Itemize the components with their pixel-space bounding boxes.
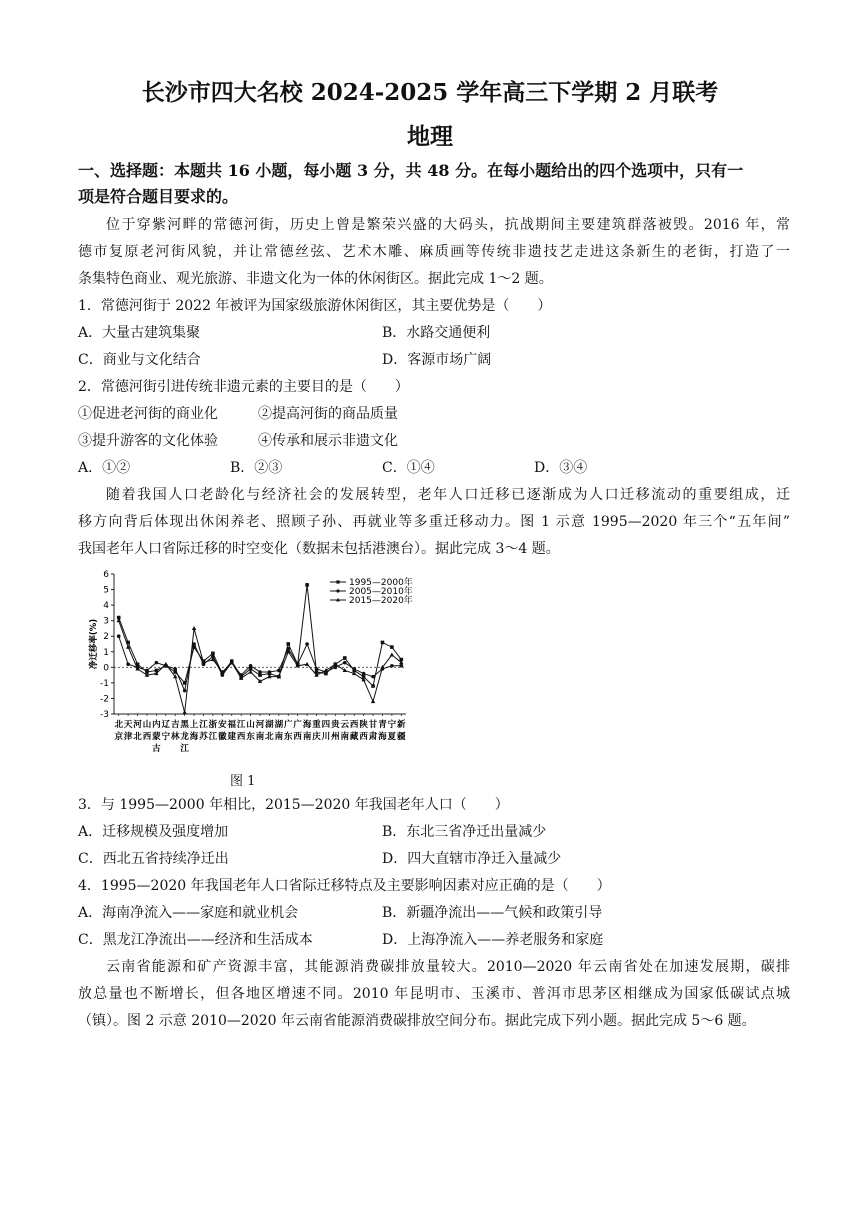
- x-tick-label-bottom: 夏: [387, 732, 397, 742]
- data-point: [221, 673, 225, 677]
- data-point: [173, 667, 177, 671]
- data-point: [352, 667, 356, 671]
- x-tick-label-bottom: 西: [142, 732, 152, 742]
- q1-option-a: A．大量古建筑集聚: [78, 325, 201, 341]
- x-tick-label-top: 黑: [180, 720, 189, 730]
- q4-stem: 4．1995—2020 年我国老年人口省际迁移特点及主要影响因素对应正确的是（ ）: [78, 878, 611, 894]
- data-point: [155, 661, 159, 665]
- x-tick-label-bottom: 北: [265, 732, 274, 742]
- data-point: [390, 652, 394, 656]
- x-tick-label-bottom: 南: [274, 732, 284, 742]
- q2-statement-2: ②提高河街的商品质量: [258, 406, 398, 422]
- x-tick-label-top: 甘: [368, 720, 378, 730]
- data-point: [371, 684, 375, 688]
- x-tick-label-top: 吉: [170, 720, 180, 730]
- data-point: [343, 656, 347, 660]
- q1-option-d: D．客源市场广阔: [382, 352, 492, 368]
- data-point: [145, 669, 149, 673]
- y-tick-label: 3: [103, 616, 109, 627]
- x-tick-label-bottom: 蒙: [152, 732, 161, 742]
- data-point: [249, 664, 253, 668]
- data-point: [183, 689, 187, 693]
- x-tick-label-top: 江: [199, 720, 208, 730]
- data-point: [334, 666, 338, 670]
- y-tick-label: -2: [100, 694, 109, 705]
- passage3-line3: （镇）。图 2 示意 2010—2020 年云南省能源消费碳排放空间分布。据此完成下列小题。据此完成 5～6 题。: [78, 1013, 756, 1029]
- data-point: [324, 668, 328, 672]
- x-tick-label-bottom: 建: [227, 732, 236, 742]
- passage3-line2: 放总量也不断增长，但各地区增速不同。2010 年昆明市、玉溪市、普洱市思茅区相继成为国家低碳试点城: [78, 986, 790, 1002]
- legend-marker: [336, 580, 339, 583]
- x-tick-label-bottom: 林: [170, 732, 180, 742]
- data-point: [343, 668, 347, 672]
- passage2-line2: 移方向背后体现出休闲养老、照顾子孙、再就业等多重迁移动力。图 1 示意 1995—2020 年三个“五年间”: [78, 514, 790, 530]
- q2-option-b: B．②③: [230, 460, 283, 476]
- q4-option-d: D．上海净流入——养老服务和家庭: [382, 932, 604, 948]
- x-tick-label-third: 古: [152, 744, 161, 754]
- x-tick-label-top: 青: [378, 720, 387, 730]
- legend-marker: [336, 589, 339, 592]
- data-point: [126, 662, 130, 666]
- exam-title: 长沙市四大名校 2024-2025 学年高三下学期 2 月联考: [141, 79, 719, 106]
- q2-statement-3: ③提升游客的文化体验: [78, 433, 218, 449]
- x-tick-label-bottom: 东: [284, 732, 293, 742]
- data-point: [390, 664, 394, 668]
- x-tick-label-bottom: 海: [189, 732, 199, 742]
- q1-option-b: B．水路交通便利: [382, 325, 491, 341]
- passage1-line3: 条集特色商业、观光旅游、非遗文化为一体的休闲街区。据此完成 1～2 题。: [78, 271, 553, 287]
- data-point: [164, 662, 168, 666]
- x-tick-label-bottom: 津: [123, 732, 133, 742]
- q2-option-a: A．①②: [78, 460, 131, 476]
- y-tick-label: -1: [100, 678, 109, 689]
- x-tick-label-bottom: 庆: [312, 732, 321, 742]
- q3-option-a: A．迁移规模及强度增加: [78, 824, 229, 840]
- q2-option-c: C．①④: [382, 460, 435, 476]
- x-tick-label-bottom: 龙: [180, 732, 189, 742]
- x-tick-label-top: 浙: [208, 720, 218, 730]
- x-tick-label-top: 北: [114, 720, 123, 730]
- y-tick-label: 2: [103, 632, 109, 643]
- x-tick-label-top: 新: [397, 720, 406, 730]
- x-tick-label-top: 广: [284, 720, 293, 730]
- data-point: [117, 634, 121, 638]
- x-tick-label-top: 河: [255, 720, 265, 730]
- x-tick-label-bottom: 江: [208, 732, 218, 742]
- data-point: [305, 583, 309, 587]
- x-tick-label-bottom: 西: [293, 732, 302, 742]
- x-tick-label-top: 上: [189, 720, 199, 730]
- q4-option-c: C．黑龙江净流出——经济和生活成本: [78, 932, 313, 948]
- x-tick-label-top: 山: [246, 720, 255, 730]
- data-point: [211, 652, 215, 656]
- x-tick-label-bottom: 海: [378, 732, 387, 742]
- x-tick-label-bottom: 南: [340, 732, 350, 742]
- x-tick-label-bottom: 北: [133, 732, 142, 742]
- data-point: [305, 642, 309, 646]
- x-tick-label-bottom: 西: [359, 732, 368, 742]
- legend-label: 2015—2020年: [349, 596, 413, 606]
- y-axis-label: 净迁移率(%): [89, 618, 99, 670]
- x-tick-label-top: 海: [302, 720, 312, 730]
- q2-option-d: D．③④: [534, 460, 588, 476]
- q2-statement-1: ①促进老河街的商业化: [78, 406, 218, 422]
- x-tick-label-bottom: 州: [331, 732, 340, 742]
- passage2-line1: 随着我国人口老龄化与经济社会的发展转型，老年人口迁移已逐渐成为人口迁移流动的重要组成，迁: [106, 487, 790, 503]
- x-tick-label-bottom: 京: [114, 732, 123, 742]
- x-tick-label-top: 江: [236, 720, 246, 730]
- q1-stem: 1．常德河街于 2022 年被评为国家级旅游休闲街区，其主要优势是（ ）: [78, 298, 552, 314]
- data-point: [381, 641, 385, 645]
- x-tick-label-bottom: 藏: [349, 732, 359, 742]
- x-tick-label-top: 内: [152, 720, 161, 730]
- x-tick-label-top: 宁: [387, 720, 397, 730]
- x-tick-label-bottom: 苏: [199, 732, 208, 742]
- q3-stem: 3．与 1995—2000 年相比，2015—2020 年我国老年人口（ ）: [78, 797, 509, 813]
- figure1-caption: 图 1: [230, 774, 256, 789]
- x-tick-label-top: 天: [123, 720, 133, 730]
- x-tick-label-top: 安: [218, 720, 227, 730]
- q3-option-c: C．西北五省持续净迁出: [78, 851, 229, 867]
- x-tick-label-bottom: 疆: [397, 732, 406, 742]
- data-point: [305, 662, 309, 666]
- x-tick-label-bottom: 肃: [368, 732, 378, 742]
- x-tick-label-bottom: 川: [321, 732, 331, 742]
- x-tick-label-third: 江: [180, 744, 189, 754]
- q3-option-b: B．东北三省净迁出量减少: [382, 824, 547, 840]
- legend-label: 1995—2000年: [349, 578, 413, 588]
- y-tick-label: 5: [103, 585, 109, 596]
- series-line-3: [119, 621, 402, 713]
- migration-line-chart: [84, 566, 414, 756]
- data-point: [371, 699, 375, 703]
- section-heading-line2: 项是符合题目要求的。: [78, 187, 239, 206]
- q1-option-c: C．商业与文化结合: [78, 352, 201, 368]
- q2-statement-4: ④传承和展示非遗文化: [258, 433, 398, 449]
- x-tick-label-top: 四: [321, 720, 331, 730]
- data-point: [258, 673, 262, 677]
- x-tick-label-top: 湖: [274, 720, 284, 730]
- x-tick-label-top: 陕: [359, 720, 368, 730]
- x-tick-label-top: 贵: [331, 720, 340, 730]
- x-tick-label-top: 福: [227, 720, 236, 730]
- y-tick-label: 0: [103, 663, 109, 674]
- q4-option-a: A．海南净流入——家庭和就业机会: [78, 905, 299, 921]
- x-tick-label-bottom: 宁: [161, 732, 171, 742]
- passage1-line2: 德市复原老河街风貌，并让常德丝弦、艺术木雕、麻质画等传统非遗技艺走进这条新生的老街，打造了一: [78, 244, 790, 260]
- x-tick-label-top: 湖: [265, 720, 274, 730]
- section-heading-line1: 一、选择题：本题共 16 小题，每小题 3 分，共 48 分。在每小题给出的四个选项中，只有一: [78, 161, 744, 180]
- y-tick-label: 1: [103, 647, 109, 658]
- data-point: [371, 675, 375, 679]
- y-tick-label: 4: [103, 601, 109, 612]
- x-tick-label-top: 云: [340, 720, 350, 730]
- data-point: [182, 710, 186, 714]
- data-point: [362, 672, 366, 676]
- data-point: [399, 664, 403, 668]
- passage2-line3: 我国老年人口省际迁移的时空变化（数据未包括港澳台）。据此完成 3～4 题。: [78, 541, 560, 557]
- data-point: [390, 645, 394, 649]
- x-tick-label-bottom: 南: [302, 732, 312, 742]
- data-point: [192, 626, 196, 630]
- data-point: [277, 669, 281, 673]
- x-tick-label-top: 广: [293, 720, 302, 730]
- x-tick-label-top: 西: [349, 720, 359, 730]
- passage1-line1: 位于穿紫河畔的常德河街，历史上曾是繁荣兴盛的大码头，抗战期间主要建筑群落被毁。2016 年，常: [106, 217, 790, 233]
- data-point: [315, 667, 319, 671]
- legend-label: 2005—2010年: [349, 587, 413, 597]
- x-tick-label-top: 山: [142, 720, 152, 730]
- data-point: [286, 642, 290, 646]
- x-tick-label-bottom: 东: [246, 732, 255, 742]
- x-tick-label-bottom: 南: [255, 732, 265, 742]
- y-tick-label: -3: [100, 710, 109, 720]
- data-point: [268, 670, 272, 674]
- data-point: [343, 661, 347, 665]
- q2-stem: 2．常德河街引进传统非遗元素的主要目的是（ ）: [78, 379, 409, 395]
- x-tick-label-top: 河: [133, 720, 142, 730]
- passage3-line1: 云南省能源和矿产资源丰富，其能源消费碳排放量较大。2010—2020 年云南省处在加速发展期，碳排: [106, 959, 790, 975]
- q4-option-b: B．新疆净流出——气候和政策引导: [382, 905, 603, 921]
- q3-option-d: D．四大直辖市净迁入量减少: [382, 851, 562, 867]
- y-tick-label: 6: [103, 570, 109, 580]
- subject-title: 地理: [407, 123, 453, 150]
- x-tick-label-top: 重: [312, 720, 321, 730]
- x-tick-label-top: 辽: [161, 720, 171, 730]
- x-tick-label-bottom: 徽: [218, 732, 227, 742]
- x-tick-label-bottom: 西: [236, 732, 246, 742]
- data-point: [258, 670, 262, 674]
